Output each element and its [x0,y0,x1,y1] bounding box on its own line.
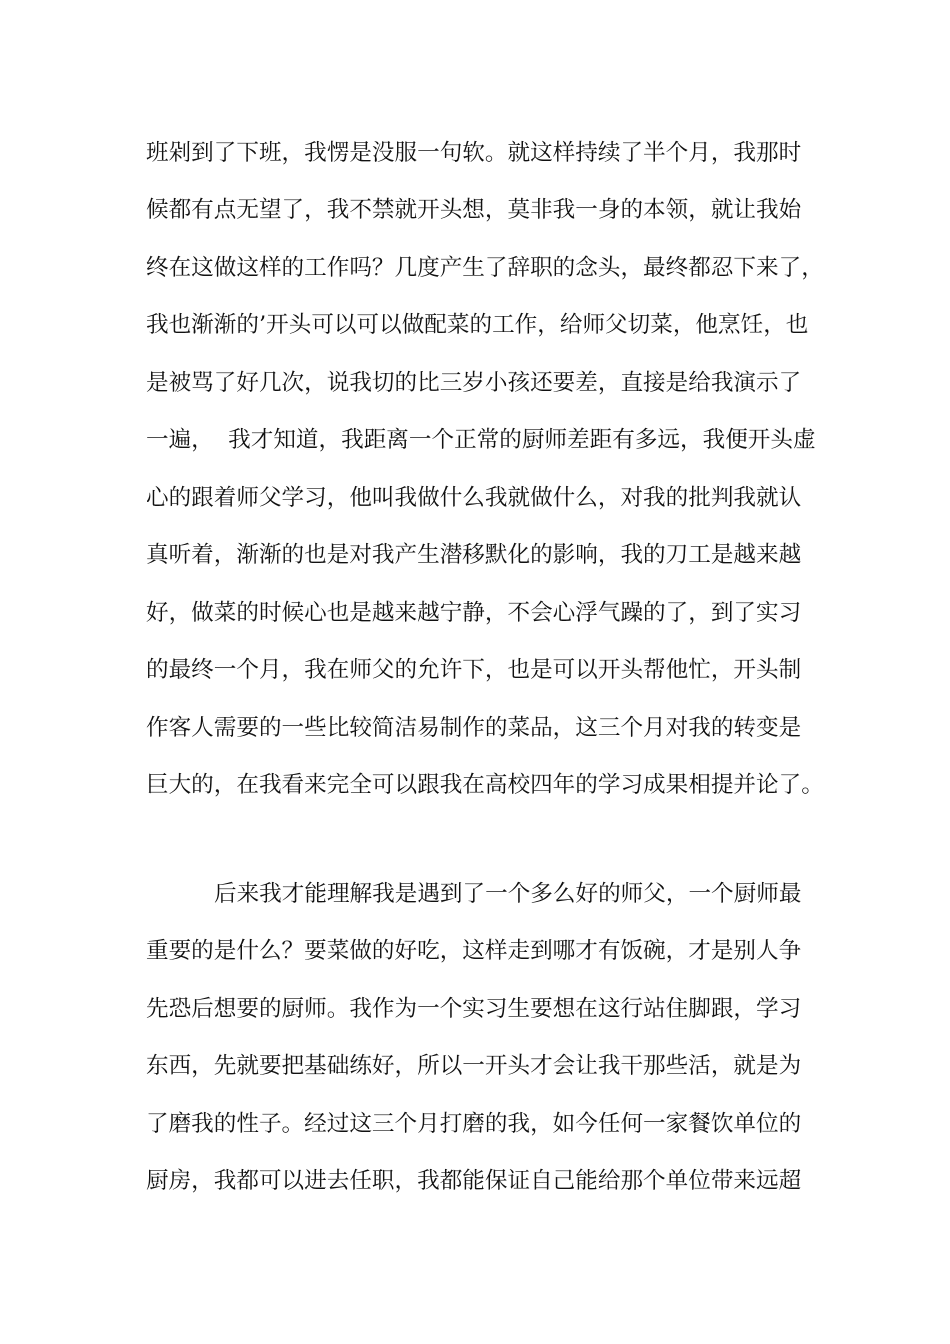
text-line: 好，做菜的时候心也是越来越宁静，不会心浮气躁的了，到了实习 [146,600,802,626]
text-line: 候都有点无望了，我不禁就开头想，莫非我一身的本领，就让我始 [146,197,802,223]
text-line: 了磨我的性子。经过这三个月打磨的我，如今任何一家餐饮单位的 [146,1111,802,1137]
text-line: 真听着，渐渐的也是对我产生潜移默化的影响，我的刀工是越来越 [146,542,802,568]
text-line: 是被骂了好几次，说我切的比三岁小孩还要差，直接是给我演示了 [146,370,802,396]
text-line: 东西，先就要把基础练好，所以一开头才会让我干那些活，就是为 [146,1053,802,1079]
text-line: 我也渐渐的’开头可以可以做配菜的工作，给师父切菜，他烹饪，也 [146,312,809,338]
text-line: 先恐后想要的厨师。我作为一个实习生要想在这行站住脚跟，学习 [146,996,802,1022]
text-line: 重要的是什么？要菜做的好吃，这样走到哪才有饭碗，才是别人争 [146,938,802,964]
text-line: 班剁到了下班，我愣是没服一句软。就这样持续了半个月，我那时 [146,140,802,166]
text-line: 心的跟着师父学习，他叫我做什么我就做什么，对我的批判我就认 [146,485,802,511]
text-line: 的最终一个月，我在师父的允许下，也是可以开头帮他忙，开头制 [146,657,802,683]
text-line: 巨大的，在我看来完全可以跟我在高校四年的学习成果相提并论了。 [146,772,824,798]
text-line: 后来我才能理解我是遇到了一个多么好的师父，一个厨师最 [214,881,802,907]
text-line: 作客人需要的一些比较简洁易制作的菜品，这三个月对我的转变是 [146,715,802,741]
text-line: 厨房，我都可以进去任职，我都能保证自己能给那个单位带来远超 [146,1168,802,1194]
text-line: 一遍， 我才知道，我距离一个正常的厨师差距有多远，我便开头虚 [146,427,816,453]
text-line: 终在这做这样的工作吗？几度产生了辞职的念头，最终都忍下来了， [146,255,824,281]
